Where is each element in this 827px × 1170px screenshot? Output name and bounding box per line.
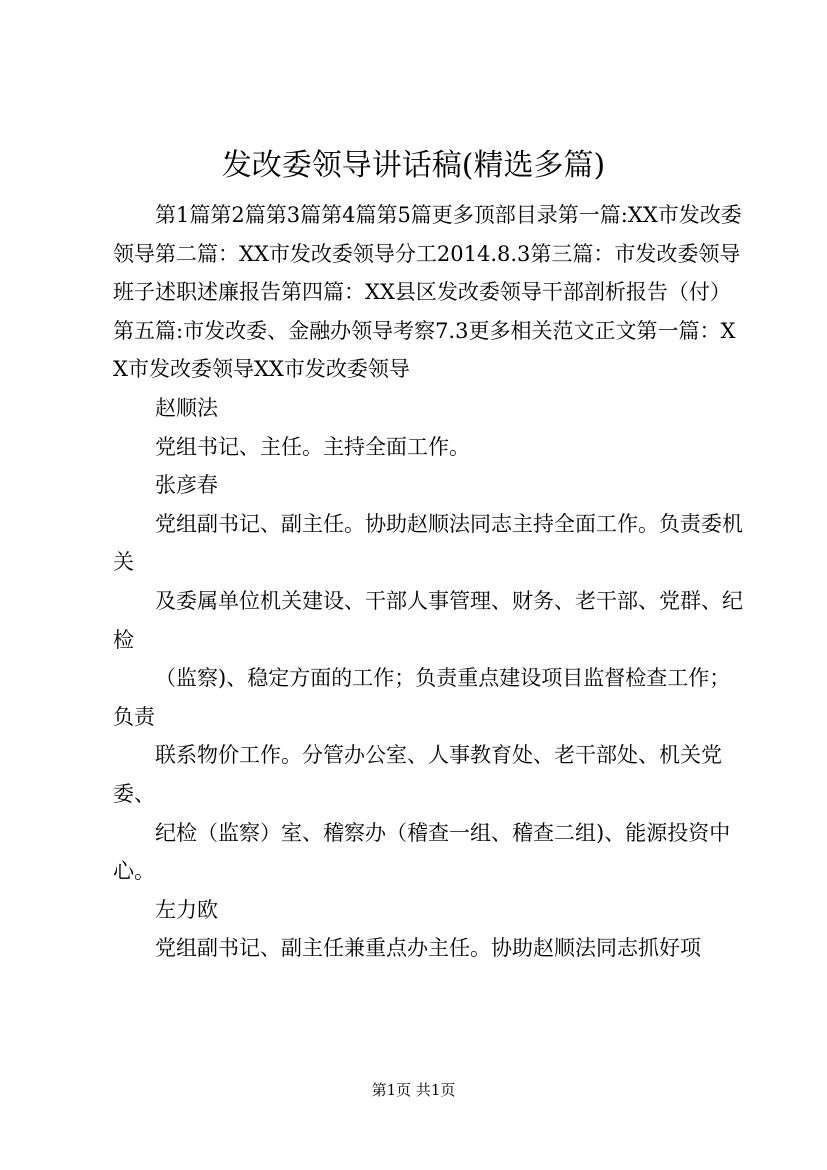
page-footer: 第1页 共1页 xyxy=(371,1081,456,1099)
paragraph-duty-2a: 党组副书记、副主任。协助赵顺法同志主持全面工作。负责委机关 xyxy=(113,511,743,575)
paragraph-duty-2b: 及委属单位机关建设、干部人事管理、财务、老干部、党群、纪检 xyxy=(113,588,743,652)
paragraph-duty-2d: 联系物价工作。分管办公室、人事教育处、老干部处、机关党委、 xyxy=(113,743,722,806)
paragraph-duty-1: 党组书记、主任。主持全面工作。 xyxy=(155,434,470,459)
document-title: 发改委领导讲话稿(精选多篇) xyxy=(221,148,606,183)
paragraph-name-3: 左力欧 xyxy=(155,897,218,922)
paragraph-duty-2c: （监察)、稳定方面的工作；负责重点建设项目监督检查工作；负责 xyxy=(113,666,731,729)
document-body xyxy=(113,196,743,968)
paragraph-name-2: 张彦春 xyxy=(155,473,218,498)
paragraph-name-1: 赵顺法 xyxy=(155,395,218,420)
paragraph-duty-3: 党组副书记、副主任兼重点办主任。协助赵顺法同志抓好项 xyxy=(155,936,701,961)
paragraph-duty-2e: 纪检（监察）室、稽察办（稽查一组、稽查二组)、能源投资中心。 xyxy=(113,820,731,884)
paragraph-toc: 第1篇第2篇第3篇第4篇第5篇更多顶部目录第一篇:XX市发改委领导第二篇：XX市发改委领导分工2014.8.3第三篇：市发改委领导班子述职述廉报告第四篇：XX县区发改委领导干部剖析报告（付）第五篇:市发改委、金融办领导考察7.3更多相关范文正文第一篇：XX市发改委领导XX市发改委领导 xyxy=(113,203,742,382)
